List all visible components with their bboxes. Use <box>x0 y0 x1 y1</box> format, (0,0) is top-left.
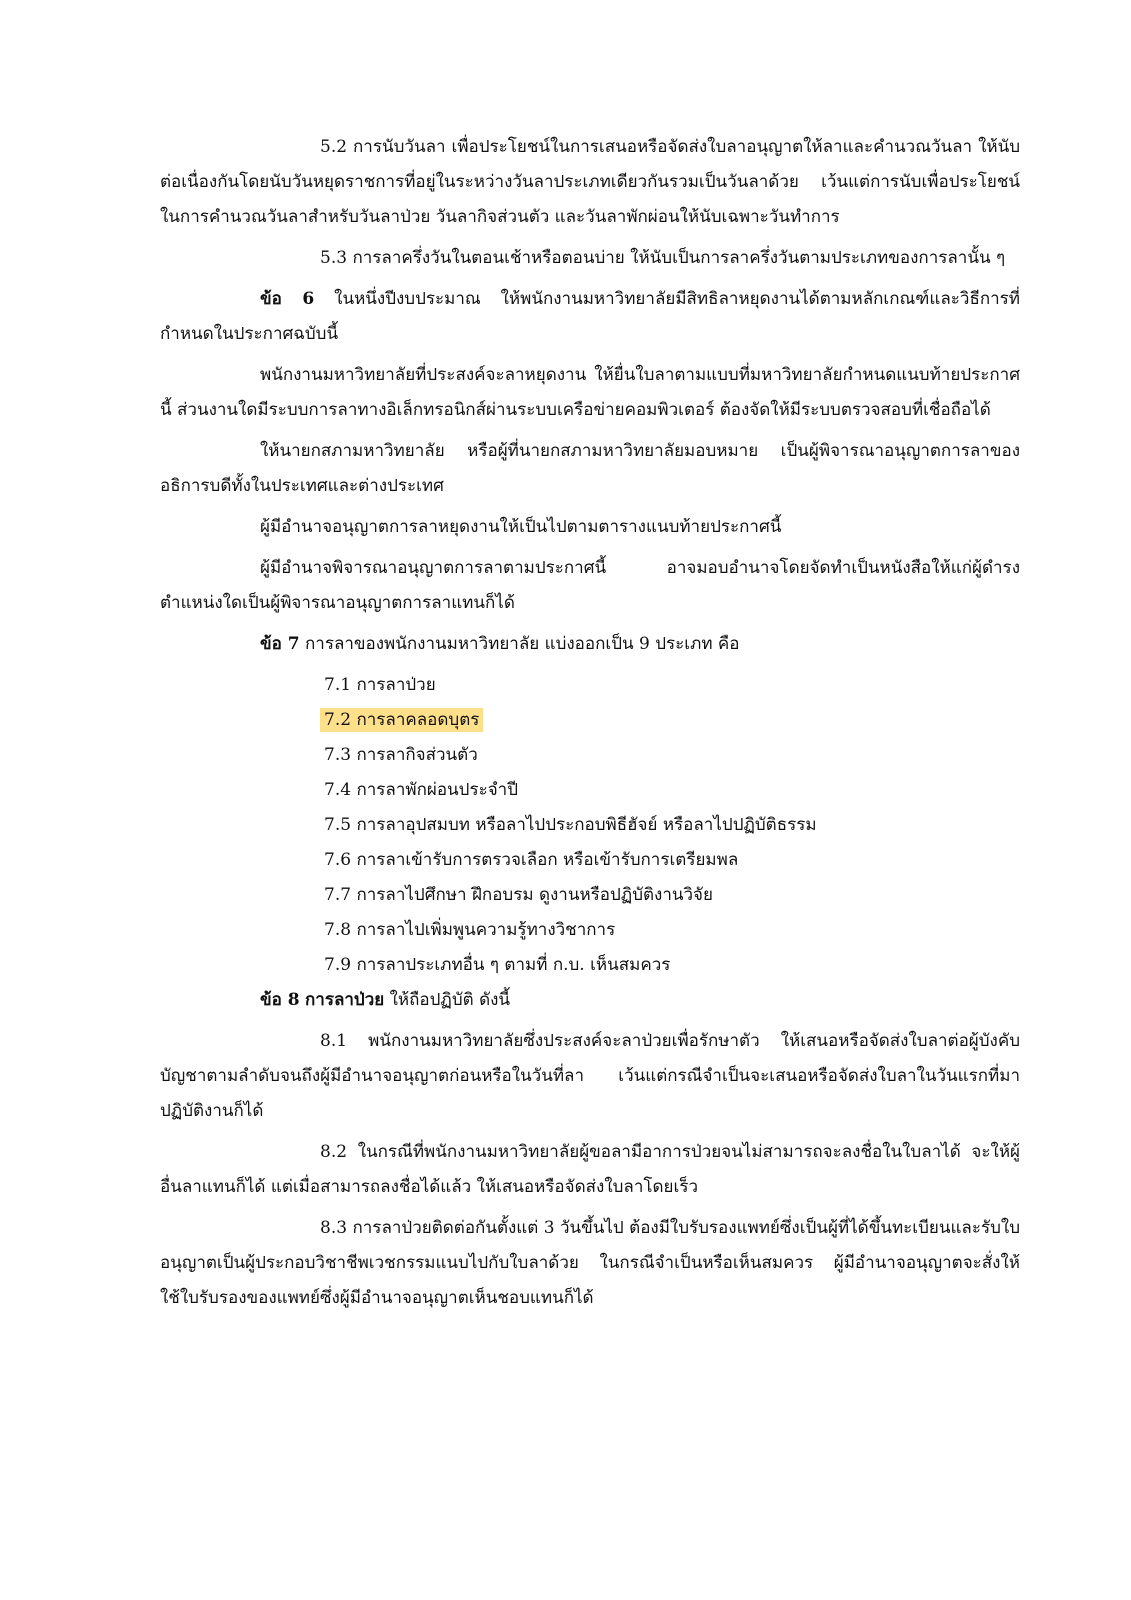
list-item <box>160 808 1020 843</box>
list-item <box>160 738 1020 773</box>
paragraph-8-3: 8.3 การลาป่วยติดต่อกันตั้งแต่ 3 วันขึ้นไป ต้องมีใบรับรองแพทย์ซึ่งเป็นผู้ที่ได้ขึ้นทะเบียนและรับใบอนุญาตเป็นผู้ประกอบวิชาชีพเวชกรรมแนบไปกับใบลาด้วย ในกรณีจำเป็นหรือเห็นสมควร ผู้มีอำนาจอนุญาตจะสั่งให้ใช้ใบรับรองของแพทย์ซึ่งผู้มีอำนาจอนุญาตเห็นชอบแทนก็ได้ <box>160 1218 1020 1308</box>
clause-6-paragraph-4: ผู้มีอำนาจอนุญาตการลาหยุดงานให้เป็นไปตามตารางแนบท้ายประกาศนี้ <box>260 517 782 537</box>
list-item <box>160 878 1020 913</box>
list-item <box>160 703 1020 738</box>
clause-6-text: ในหนึ่งปีงบประมาณ ให้พนักงานมหาวิทยาลัยมีสิทธิลาหยุดงานได้ตามหลักเกณฑ์และวิธีการที่กำหนดในประกาศฉบับนี้ <box>160 289 1021 344</box>
list-item-text-highlighted: 7.2 การลาคลอดบุตร <box>320 708 483 732</box>
clause-8-title: การลาป่วย <box>304 990 385 1010</box>
clause-8 <box>160 983 1020 1018</box>
paragraph-8-1: 8.1 พนักงานมหาวิทยาลัยซึ่งประสงค์จะลาป่วยเพื่อรักษาตัว ให้เสนอหรือจัดส่งใบลาต่อผู้บังคับบัญชาตามลำดับจนถึงผู้มีอำนาจอนุญาตก่อนหรือในวันที่ลา เว้นแต่กรณีจำเป็นจะเสนอหรือจัดส่งใบลาในวันแรกที่มาปฏิบัติงานก็ได้ <box>160 1031 1020 1121</box>
clause-8-label: ข้อ 8 <box>260 990 300 1010</box>
clause-7 <box>160 627 1020 662</box>
clause-6-paragraph-3: ให้นายกสภามหาวิทยาลัย หรือผู้ที่นายกสภามหาวิทยาลัยมอบหมาย เป็นผู้พิจารณาอนุญาตการลาของอธิการบดีทั้งในประเทศและต่างประเทศ <box>160 441 1020 496</box>
clause-8-text: ให้ถือปฏิบัติ ดังนี้ <box>389 990 511 1010</box>
list-item-text: 7.9 การลาประเภทอื่น ๆ ตามที่ ก.บ. เห็นสมควร <box>324 955 671 975</box>
list-item <box>160 773 1020 808</box>
list-item <box>160 668 1020 703</box>
clause-6 <box>160 282 1020 352</box>
clause-6-paragraph-5: ผู้มีอำนาจพิจารณาอนุญาตการลาตามประกาศนี้ อาจมอบอำนาจโดยจัดทำเป็นหนังสือให้แก่ผู้ดำรงตำแหน่งใดเป็นผู้พิจารณาอนุญาตการลาแทนก็ได้ <box>160 558 1020 613</box>
document-body <box>160 130 1020 1322</box>
clause-7-text: การลาของพนักงานมหาวิทยาลัย แบ่งออกเป็น 9 ประเภท คือ <box>304 634 740 654</box>
clause-7-label: ข้อ 7 <box>260 634 300 654</box>
paragraph-5-2: 5.2 การนับวันลา เพื่อประโยชน์ในการเสนอหรือจัดส่งใบลาอนุญาตให้ลาและคำนวณวันลา ให้นับต่อเนื่องกันโดยนับวันหยุดราชการที่อยู่ในระหว่างวันลาประเภทเดียวกันรวมเป็นวันลาด้วย เว้นแต่การนับเพื่อประโยชน์ในการคำนวณวันลาสำหรับวันลาป่วย วันลากิจส่วนตัว และวันลาพักผ่อนให้นับเฉพาะวันทำการ <box>160 137 1020 227</box>
list-item-text: 7.5 การลาอุปสมบท หรือลาไปประกอบพิธีฮัจย์ หรือลาไปปฏิบัติธรรม <box>324 815 817 835</box>
leave-type-list <box>160 668 1020 983</box>
list-item <box>160 913 1020 948</box>
list-item <box>160 843 1020 878</box>
list-item-text: 7.1 การลาป่วย <box>324 675 436 695</box>
paragraph-8-2: 8.2 ในกรณีที่พนักงานมหาวิทยาลัยผู้ขอลามีอาการป่วยจนไม่สามารถจะลงชื่อในใบลาได้ จะให้ผู้อื่นลาแทนก็ได้ แต่เมื่อสามารถลงชื่อได้แล้ว ให้เสนอหรือจัดส่งใบลาโดยเร็ว <box>160 1142 1020 1197</box>
clause-6-paragraph-2: พนักงานมหาวิทยาลัยที่ประสงค์จะลาหยุดงาน ให้ยื่นใบลาตามแบบที่มหาวิทยาลัยกำหนดแนบท้ายประกาศนี้ ส่วนงานใดมีระบบการลาทางอิเล็กทรอนิกส์ผ่านระบบเครือข่ายคอมพิวเตอร์ ต้องจัดให้มีระบบตรวจสอบที่เชื่อถือได้ <box>160 365 1020 420</box>
list-item-text: 7.7 การลาไปศึกษา ฝึกอบรม ดูงานหรือปฏิบัติงานวิจัย <box>324 885 713 905</box>
list-item-text: 7.6 การลาเข้ารับการตรวจเลือก หรือเข้ารับการเตรียมพล <box>324 850 739 870</box>
list-item-text: 7.8 การลาไปเพิ่มพูนความรู้ทางวิชาการ <box>324 920 616 940</box>
paragraph-5-3: 5.3 การลาครึ่งวันในตอนเช้าหรือตอนบ่าย ให้นับเป็นการลาครึ่งวันตามประเภทของการลานั้น ๆ <box>320 248 1006 268</box>
list-item <box>160 948 1020 983</box>
list-item-text: 7.4 การลาพักผ่อนประจำปี <box>324 780 519 800</box>
list-item-text: 7.3 การลากิจส่วนตัว <box>324 745 478 765</box>
clause-6-label: ข้อ 6 <box>260 289 315 309</box>
